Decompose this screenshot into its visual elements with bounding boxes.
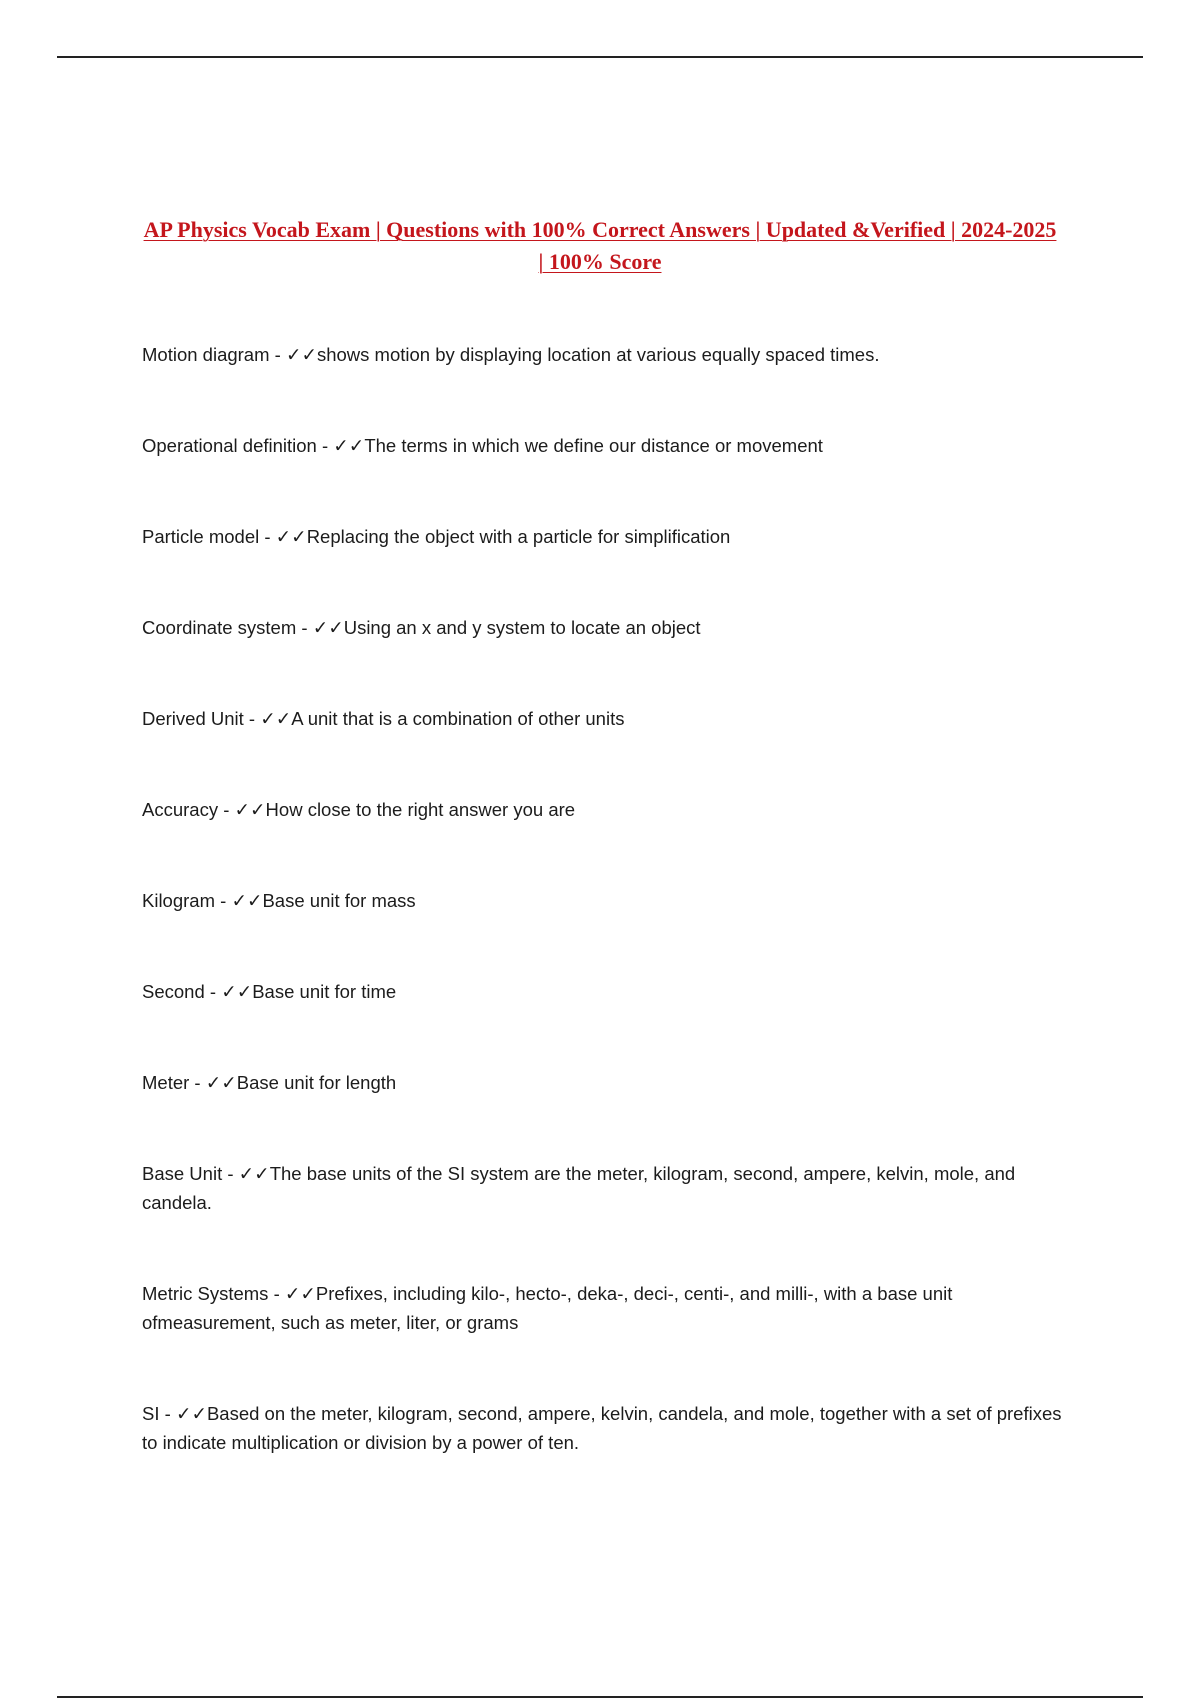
vocab-definition: A unit that is a combination of other units <box>291 708 625 729</box>
term-separator: - <box>189 1072 206 1093</box>
footer-rule <box>57 1696 1143 1698</box>
vocab-definition: Replacing the object with a particle for simplification <box>306 526 731 547</box>
double-check-icon: ✓✓ <box>205 1072 237 1093</box>
vocab-term: Coordinate system <box>142 617 297 638</box>
vocab-definition: The terms in which we define our distance or movement <box>364 435 823 456</box>
vocab-definition: Using an x and y system to locate an object <box>343 617 701 638</box>
vocab-definition: Base unit for length <box>236 1072 397 1093</box>
vocab-term: Base Unit <box>142 1163 223 1184</box>
vocab-definition: Base unit for time <box>252 981 397 1002</box>
vocab-definition: shows motion by displaying location at various equally spaced times. <box>316 344 880 365</box>
vocab-definition: Based on the meter, kilogram, second, ampere, kelvin, candela, and mole, together with a set of prefixes to indicate multiplication or division by a power of ten. <box>142 1403 1062 1453</box>
vocab-entry <box>142 1068 1062 1097</box>
vocab-entry <box>142 613 1062 642</box>
double-check-icon: ✓✓ <box>175 1403 207 1424</box>
term-separator: - <box>159 1403 176 1424</box>
term-separator: - <box>222 1163 239 1184</box>
vocab-entry <box>142 704 1062 733</box>
double-check-icon: ✓✓ <box>260 708 292 729</box>
double-check-icon: ✓✓ <box>221 981 253 1002</box>
vocab-term: SI <box>142 1403 160 1424</box>
vocab-list <box>142 340 1062 1519</box>
vocab-term: Motion diagram <box>142 344 270 365</box>
vocab-entry <box>142 886 1062 915</box>
vocab-entry <box>142 1159 1062 1217</box>
vocab-definition: How close to the right answer you are <box>265 799 576 820</box>
double-check-icon: ✓✓ <box>238 1163 270 1184</box>
vocab-definition: Base unit for mass <box>262 890 416 911</box>
term-separator: - <box>316 435 334 456</box>
vocab-term: Particle model <box>142 526 260 547</box>
double-check-icon: ✓✓ <box>275 526 307 547</box>
double-check-icon: ✓✓ <box>333 435 365 456</box>
vocab-term: Meter <box>142 1072 190 1093</box>
term-separator: - <box>268 1283 285 1304</box>
vocab-term: Second <box>142 981 205 1002</box>
vocab-entry <box>142 340 1062 369</box>
vocab-entry <box>142 795 1062 824</box>
vocab-entry <box>142 977 1062 1006</box>
vocab-term: Accuracy <box>142 799 219 820</box>
vocab-term: Kilogram <box>142 890 215 911</box>
term-separator: - <box>215 890 232 911</box>
vocab-entry <box>142 431 1062 460</box>
vocab-entry <box>142 1279 1062 1337</box>
vocab-term: Derived Unit <box>142 708 244 729</box>
term-separator: - <box>296 617 313 638</box>
term-separator: - <box>204 981 222 1002</box>
vocab-term: Operational definition <box>142 435 317 456</box>
term-separator: - <box>243 708 261 729</box>
vocab-entry <box>142 1399 1062 1457</box>
double-check-icon: ✓✓ <box>234 799 266 820</box>
term-separator: - <box>218 799 235 820</box>
header-rule <box>57 56 1143 58</box>
double-check-icon: ✓✓ <box>284 1283 316 1304</box>
vocab-entry <box>142 522 1062 551</box>
double-check-icon: ✓✓ <box>231 890 263 911</box>
vocab-definition: Prefixes, including kilo-, hecto-, deka-, deci-, centi-, and milli-, with a base unit ofmeasurement, such as meter, liter, or grams <box>142 1283 953 1333</box>
term-separator: - <box>269 344 286 365</box>
double-check-icon: ✓✓ <box>285 344 317 365</box>
double-check-icon: ✓✓ <box>312 617 344 638</box>
vocab-term: Metric Systems <box>142 1283 269 1304</box>
vocab-definition: The base units of the SI system are the meter, kilogram, second, ampere, kelvin, mole, and candela. <box>142 1163 1016 1213</box>
term-separator: - <box>259 526 276 547</box>
document-title: AP Physics Vocab Exam | Questions with 100% Correct Answers | Updated &Verified | 2024-2025 | 100% Score <box>143 217 1057 274</box>
